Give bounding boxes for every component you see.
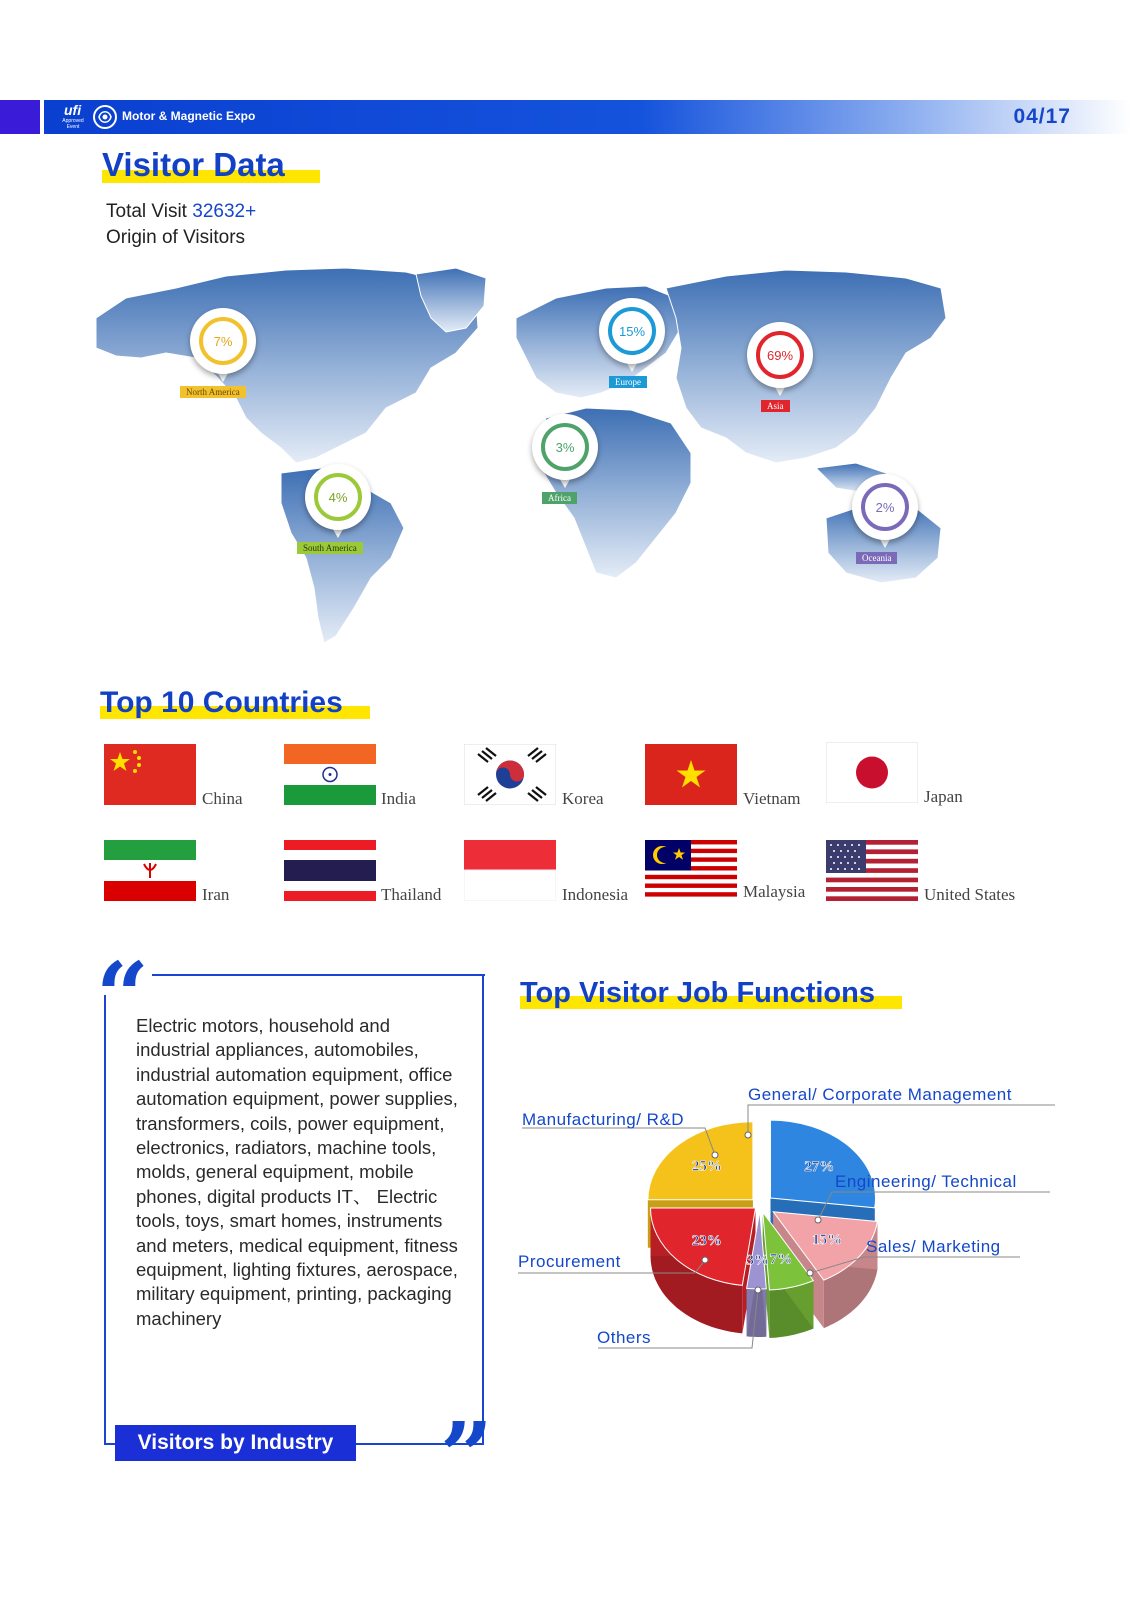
region-label: North America (180, 386, 246, 398)
india-flag-icon (284, 744, 376, 805)
expo-logo-icon (92, 104, 118, 130)
industry-list-text: Electric motors, household and industrial appliances, automobiles, industrial automation equipment, office automation equipment, power supplies, transformers, coils, power equipment, electronics, radiators, machine tools, molds, general equipment, mobile phones, digital products IT、 Electric tools, toys, smart homes, instruments and meters, medical equipment, fitness equipment, lighting fixtures, aerospace, military equipment, printing, packaging machinery (136, 1015, 458, 1329)
pie-leader-dot (745, 1132, 751, 1138)
quote-box-left-border (104, 995, 106, 1445)
open-quote-icon: “ (96, 942, 149, 1050)
pie-leader-dot (815, 1217, 821, 1223)
ufi-logo (56, 102, 92, 132)
pin-circle (190, 308, 256, 374)
header-accent-block (0, 100, 40, 134)
pie-category-label: Engineering/ Technical (835, 1172, 1017, 1191)
visitor-data-title: Visitor Data (102, 146, 285, 183)
quote-box-top-border (152, 974, 485, 976)
pin-circle (747, 322, 813, 388)
region-percent: 2% (861, 483, 909, 531)
pie-value-label: 7% (769, 1251, 793, 1268)
origin-label: Origin of Visitors (106, 227, 246, 248)
country-name: India (381, 789, 416, 808)
pin-circle (852, 474, 918, 540)
close-quote-icon: ” (440, 1402, 493, 1510)
region-label: Europe (609, 376, 647, 388)
region-percent: 7% (199, 317, 247, 365)
pie-category-label: Others (597, 1328, 652, 1347)
pie-category-label: Sales/ Marketing (866, 1237, 1001, 1256)
pie-value-label: 3% (746, 1252, 769, 1269)
ufi-caption: Approved Event (62, 118, 84, 130)
region-label: Asia (761, 400, 790, 412)
page-number: 04/17 (1013, 105, 1071, 128)
pin-circle (532, 414, 598, 480)
pie-value-label: 25% (691, 1158, 722, 1175)
pie-category-label: General/ Corporate Management (748, 1085, 1012, 1104)
region-percent: 15% (608, 307, 656, 355)
country-name: China (202, 789, 243, 808)
industry-label: Visitors by Industry (115, 1425, 356, 1461)
region-label: Oceania (856, 552, 897, 564)
region-label: Africa (542, 492, 577, 504)
pie-category-label: Manufacturing/ R&D (522, 1110, 685, 1129)
korea-flag-icon (464, 744, 556, 805)
country-name: Vietnam (743, 789, 801, 808)
top-countries-title: Top 10 Countries (100, 686, 343, 719)
region-label: South America (297, 542, 363, 554)
china-flag-icon (104, 744, 196, 805)
country-name: Indonesia (562, 885, 629, 904)
job-functions-title: Top Visitor Job Functions (520, 977, 875, 1009)
country-name: Iran (202, 885, 230, 904)
country-name: Korea (562, 789, 604, 808)
pie-value-label: 23% (691, 1233, 722, 1249)
malaysia-flag-icon (645, 840, 737, 901)
pie-category-label: Procurement (518, 1252, 621, 1271)
japan-flag-icon (826, 742, 918, 803)
pie-leader-dot (712, 1152, 718, 1158)
total-visit-line (106, 201, 256, 223)
indonesia-flag-icon (464, 840, 556, 901)
pin-circle (599, 298, 665, 364)
ufi-mark: ufi (64, 102, 82, 118)
iran-flag-icon (104, 840, 196, 901)
thailand-flag-icon (284, 840, 376, 901)
country-name: Thailand (381, 885, 442, 904)
pie-value-label: 15% (812, 1231, 843, 1248)
region-percent: 69% (756, 331, 804, 379)
total-visit-label: Total Visit (106, 201, 193, 222)
pie-leader-dot (702, 1257, 708, 1263)
header-band (44, 100, 1131, 134)
pie-value-label: 27% (804, 1159, 835, 1176)
country-name: Malaysia (743, 882, 806, 901)
vietnam-flag-icon (645, 744, 737, 805)
total-visit-value: 32632+ (192, 201, 257, 222)
region-percent: 3% (541, 423, 589, 471)
region-percent: 4% (314, 473, 362, 521)
expo-name: Motor & Magnetic Expo (122, 109, 256, 123)
pin-circle (305, 464, 371, 530)
pie-leader-dot (755, 1287, 761, 1293)
country-name: Japan (924, 787, 963, 806)
country-name: United States (924, 885, 1016, 904)
pie-leader-dot (807, 1270, 813, 1276)
united-states-flag-icon (826, 840, 918, 901)
